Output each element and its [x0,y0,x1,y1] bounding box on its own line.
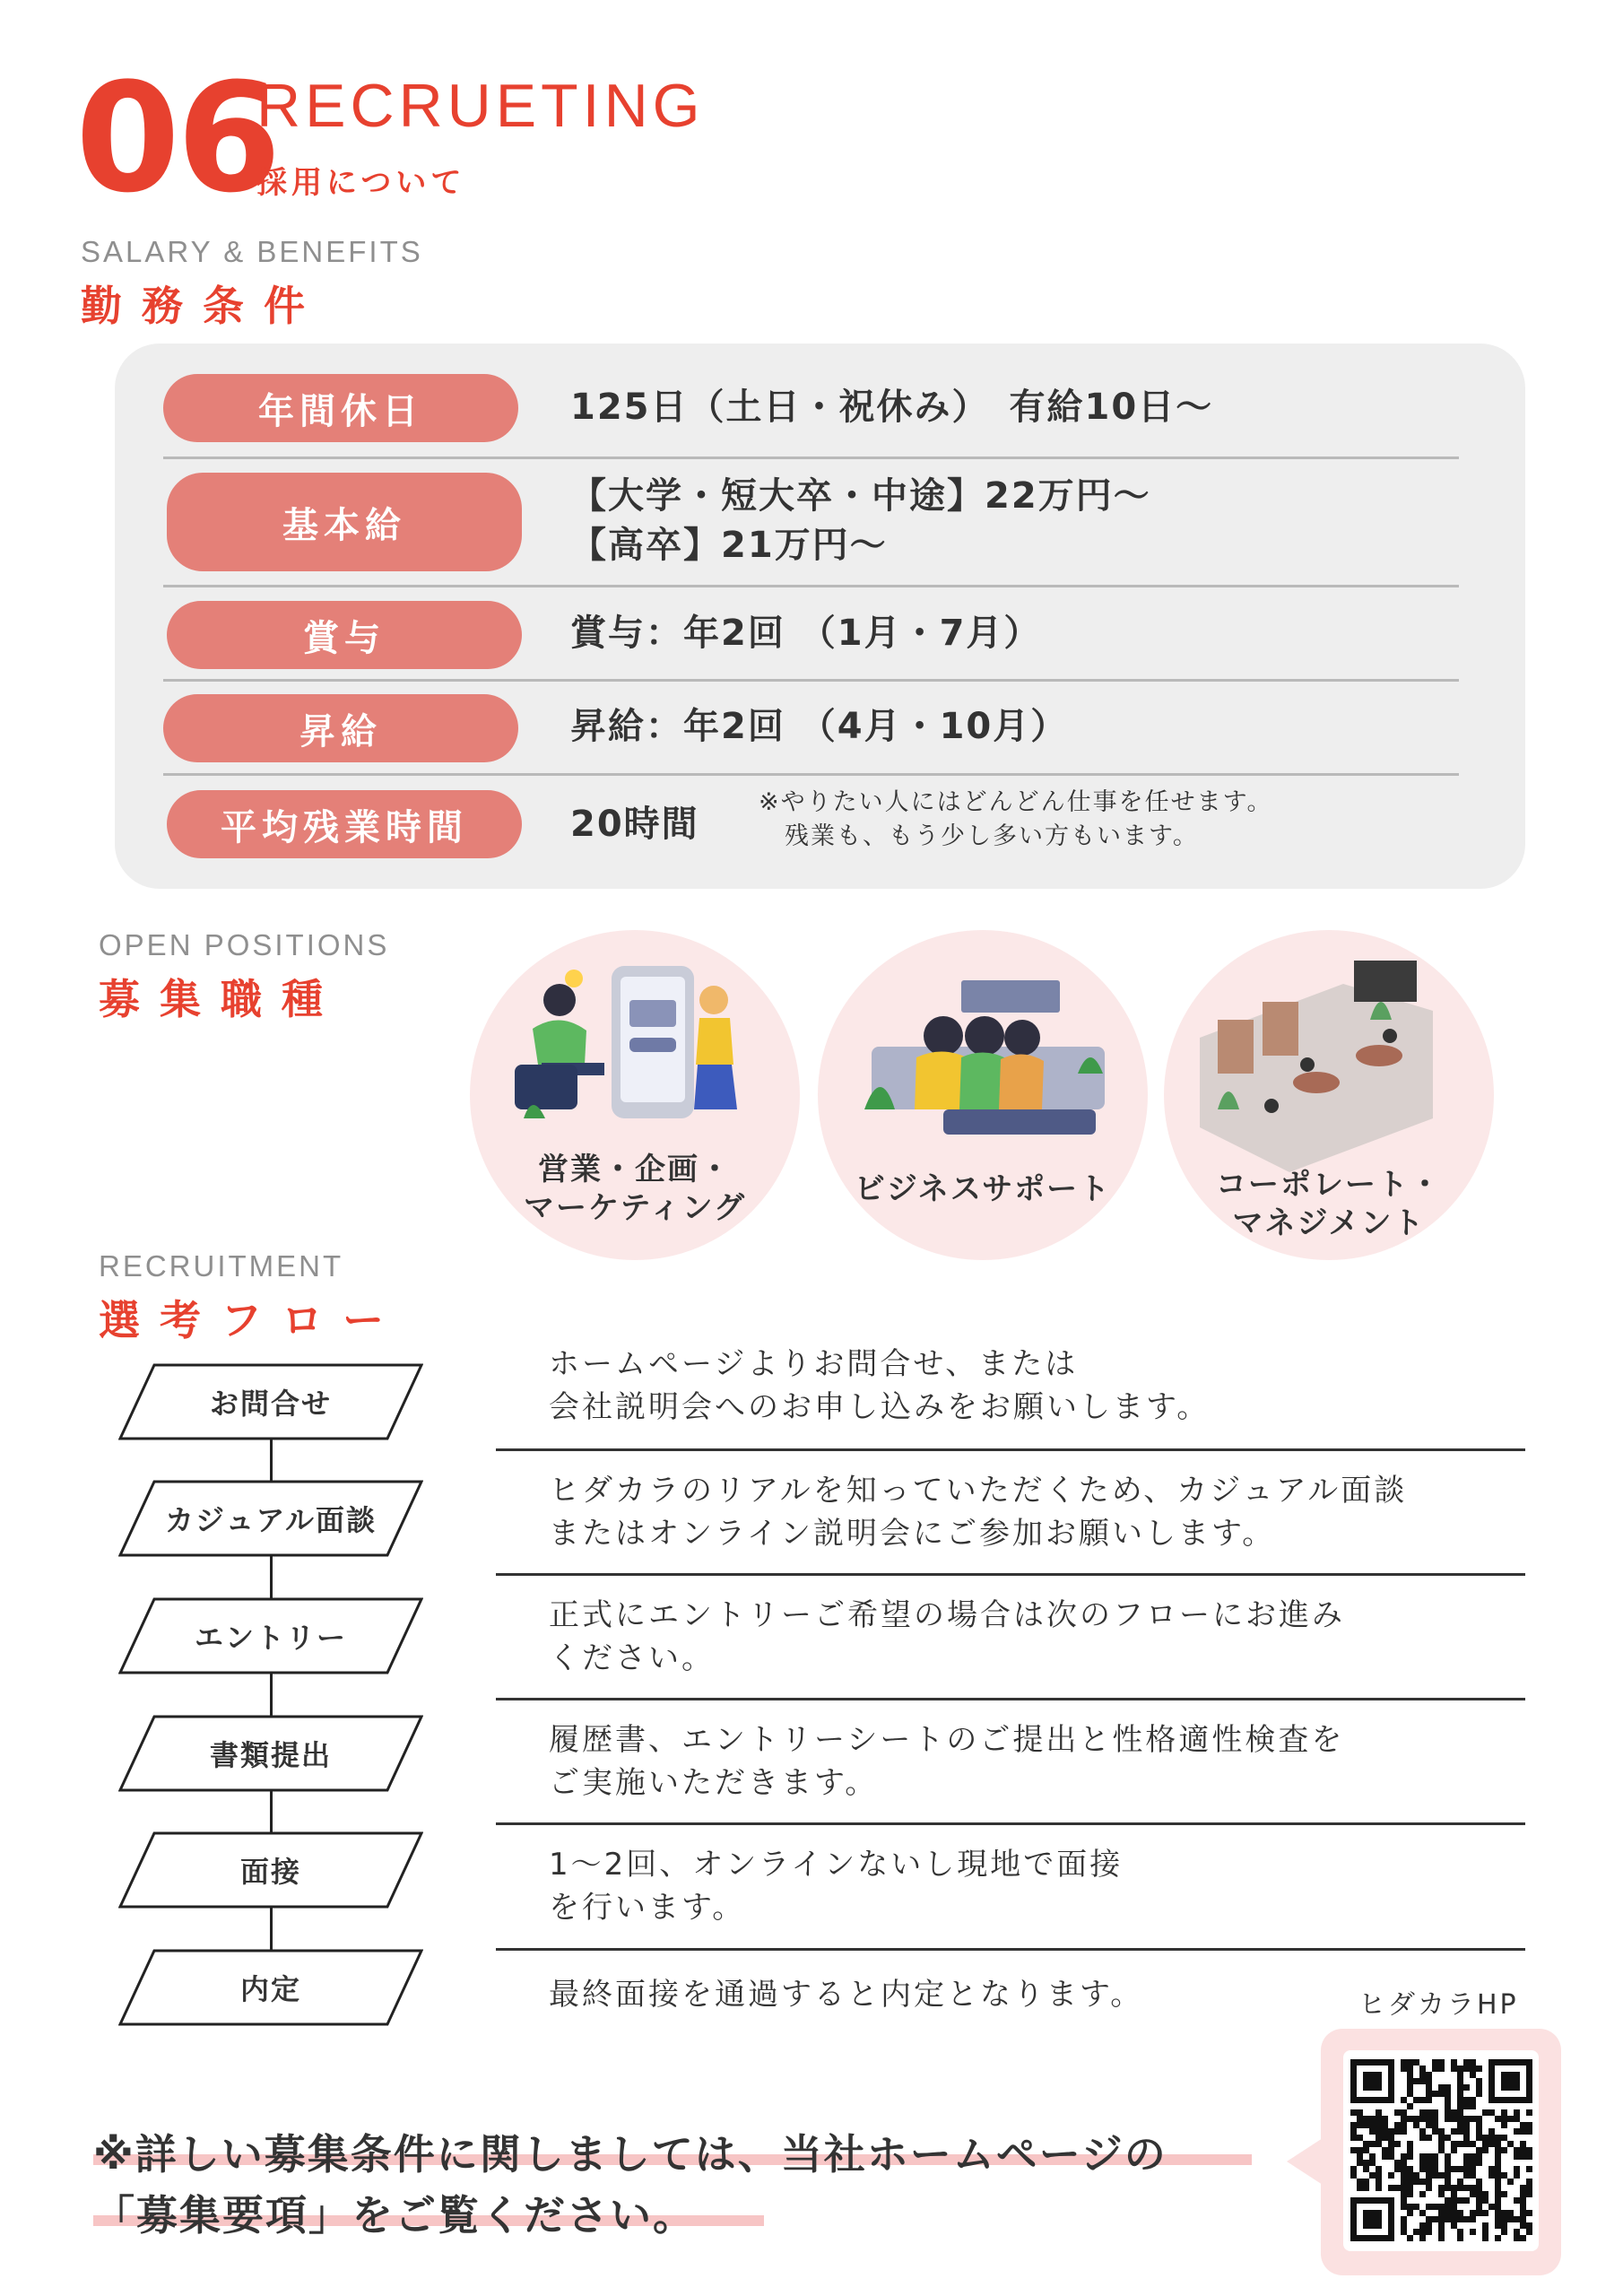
flow-section-en: RECRUITMENT [99,1249,344,1283]
flow-step-inquiry [118,1363,423,1440]
condition-value: 【高卒】21万円～ [570,525,888,566]
flow-step-casual-interview [118,1480,423,1557]
flow-step-offer [118,1949,423,2026]
flow-divider [496,1448,1525,1451]
flow-description: を行います。 [549,1890,746,1926]
flow-description: ご実施いただきます。 [549,1765,879,1801]
flow-step-label: カジュアル面談 [164,1503,378,1537]
flow-description: 1～2回、オンラインないし現地で面接 [549,1847,1124,1883]
position-label: コーポレート・ [1216,1167,1442,1203]
flow-description: ホームページよりお問合せ、または [549,1346,1079,1382]
notice-text: 「募集要項」をご覧ください。 [93,2191,696,2239]
condition-label: 基本給 [167,473,522,571]
condition-note: ※やりたい人にはどんどん仕事を任せます。 [759,788,1273,816]
condition-note: 残業も、もう少し多い方もいます。 [759,822,1199,850]
divider [163,679,1459,682]
flow-section-jp: 選考フロー [99,1296,404,1344]
hp-label: ヒダカラHP [1358,1989,1519,2021]
flow-description: ヒダカラのリアルを知っていただくため、カジュアル面談 [549,1473,1408,1509]
condition-value: 125日（土日・祝休み） 有給10日～ [570,387,1214,428]
flow-divider [496,1822,1525,1825]
flow-step-label: 面接 [239,1855,301,1889]
qr-code-icon[interactable] [1343,2050,1539,2251]
salary-section-jp: 勤務条件 [81,282,325,330]
flow-step-label: 内定 [239,1972,301,2006]
condition-value: 賞与：年2回 （1月・7月） [570,613,1042,654]
notice-text: ※詳しい募集条件に関しましては、当社ホームページの [93,2130,1167,2179]
flow-divider [496,1573,1525,1576]
flow-step-documents [118,1715,423,1792]
positions-section-jp: 募集職種 [99,975,343,1023]
speech-bubble-tail [1287,2138,1323,2185]
position-label: マーケティング [524,1190,746,1226]
flow-step-label: お問合せ [209,1387,332,1421]
condition-label: 賞与 [167,601,522,669]
divider [163,585,1459,587]
salary-section-en: SALARY & BENEFITS [81,235,423,268]
flow-description: 正式にエントリーご希望の場合は次のフローにお進み [549,1597,1345,1633]
flow-step-label: エントリー [194,1621,347,1655]
position-card-business-support [818,930,1148,1260]
flow-description: 最終面接を通過すると内定となります。 [549,1977,1144,2013]
page-title-en: RECRUETING [256,72,705,140]
page-title-jp: 採用について [256,165,466,201]
condition-label: 年間休日 [163,374,518,442]
flow-description: 履歴書、エントリーシートのご提出と性格適性検査を [549,1722,1345,1758]
flow-description: 会社説明会へのお申し込みをお願いします。 [549,1389,1211,1425]
position-label: ビジネスサポート [854,1171,1112,1207]
condition-value: 昇給：年2回 （4月・10月） [570,706,1069,747]
flow-divider [496,1698,1525,1700]
support-illustration-icon [818,930,1148,1260]
flow-step-interview [118,1831,423,1909]
flow-divider [496,1948,1525,1951]
positions-section-en: OPEN POSITIONS [99,928,390,961]
position-label: 営業・企画・ [538,1152,732,1187]
divider [163,457,1459,459]
condition-label: 平均残業時間 [167,790,522,858]
section-number: 06 [75,50,278,226]
condition-value: 20時間 [570,804,699,845]
divider [163,773,1459,776]
condition-value: 【大学・短大卒・中途】22万円～ [570,475,1151,517]
flow-step-label: 書類提出 [209,1738,332,1772]
flow-step-entry [118,1597,423,1674]
condition-label: 昇給 [163,694,518,762]
position-label: マネジメント [1232,1205,1426,1241]
flow-description: ください。 [549,1640,715,1676]
flow-description: またはオンライン説明会にご参加お願いします。 [549,1516,1276,1552]
